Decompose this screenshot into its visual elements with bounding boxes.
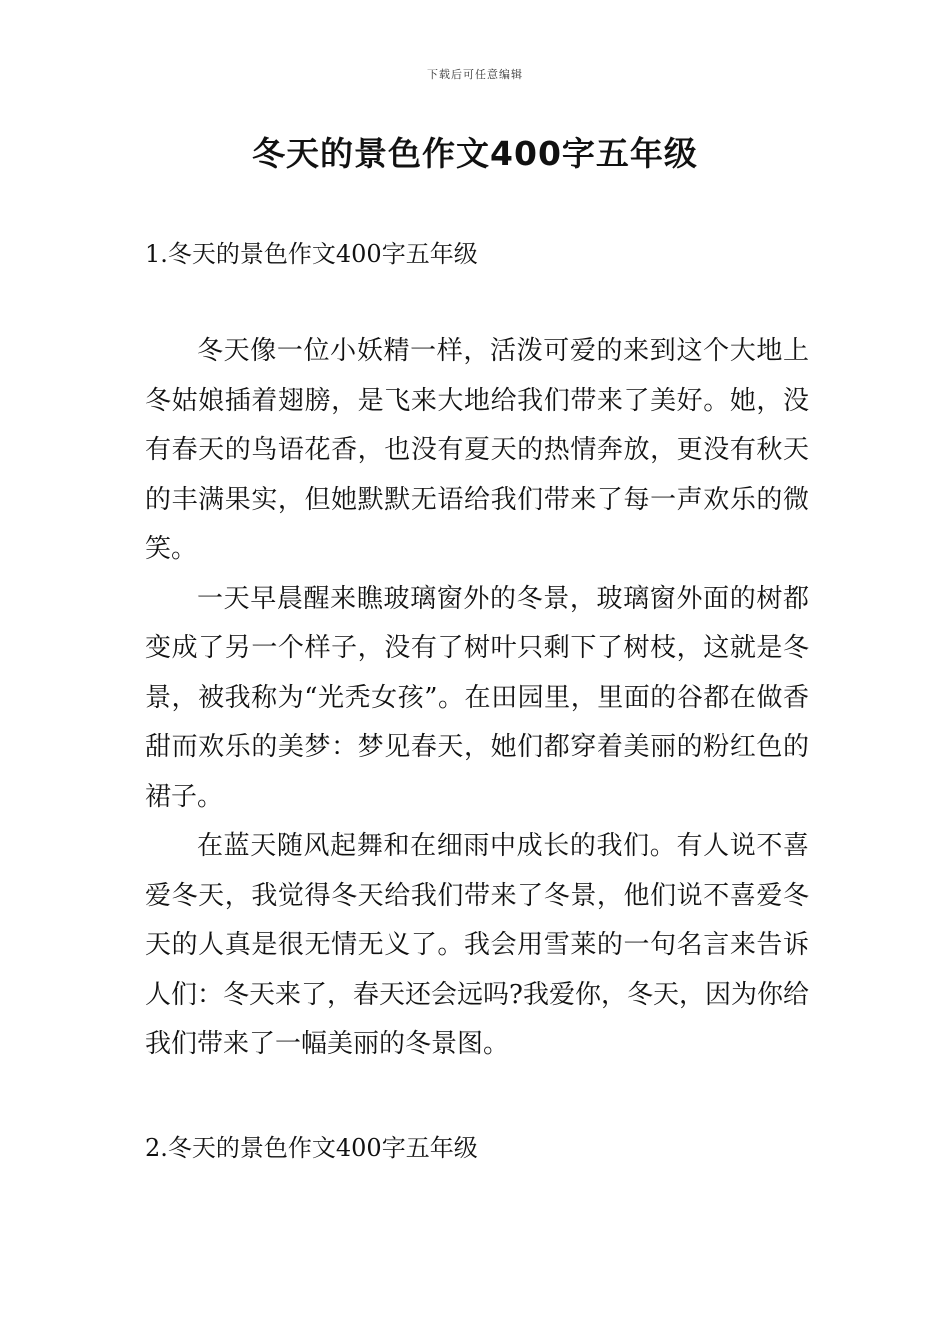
paragraph: 冬天像一位小妖精一样，活泼可爱的来到这个大地上冬姑娘插着翅膀，是飞来大地给我们带来了美好。她，没有春天的鸟语花香，也没有夏天的热情奔放，更没有秋天的丰满果实，但她默默无语给我们带来了每一声欢乐的微笑。 xyxy=(145,336,809,564)
section-heading-2: 2.冬天的景色作文400字五年级 xyxy=(145,1134,478,1162)
header-note: 下载后可任意编辑 xyxy=(427,68,523,81)
section-body-1 xyxy=(145,327,809,1070)
paragraph: 在蓝天随风起舞和在细雨中成长的我们。有人说不喜爱冬天，我觉得冬天给我们带来了冬景，他们说不喜爱冬天的人真是很无情无义了。我会用雪莱的一句名言来告诉人们：冬天来了，春天还会远吗?我爱你，冬天，因为你给我们带来了一幅美丽的冬景图。 xyxy=(145,831,809,1059)
paragraph: 一天早晨醒来瞧玻璃窗外的冬景，玻璃窗外面的树都变成了另一个样子，没有了树叶只剩下了树枝，这就是冬景，被我称为“光秃女孩”。在田园里，里面的谷都在做香甜而欢乐的美梦：梦见春天，她们都穿着美丽的粉红色的裙子。 xyxy=(145,583,809,812)
document-title: 冬天的景色作文400字五年级 xyxy=(252,134,698,173)
section-heading-1: 1.冬天的景色作文400字五年级 xyxy=(145,240,478,268)
